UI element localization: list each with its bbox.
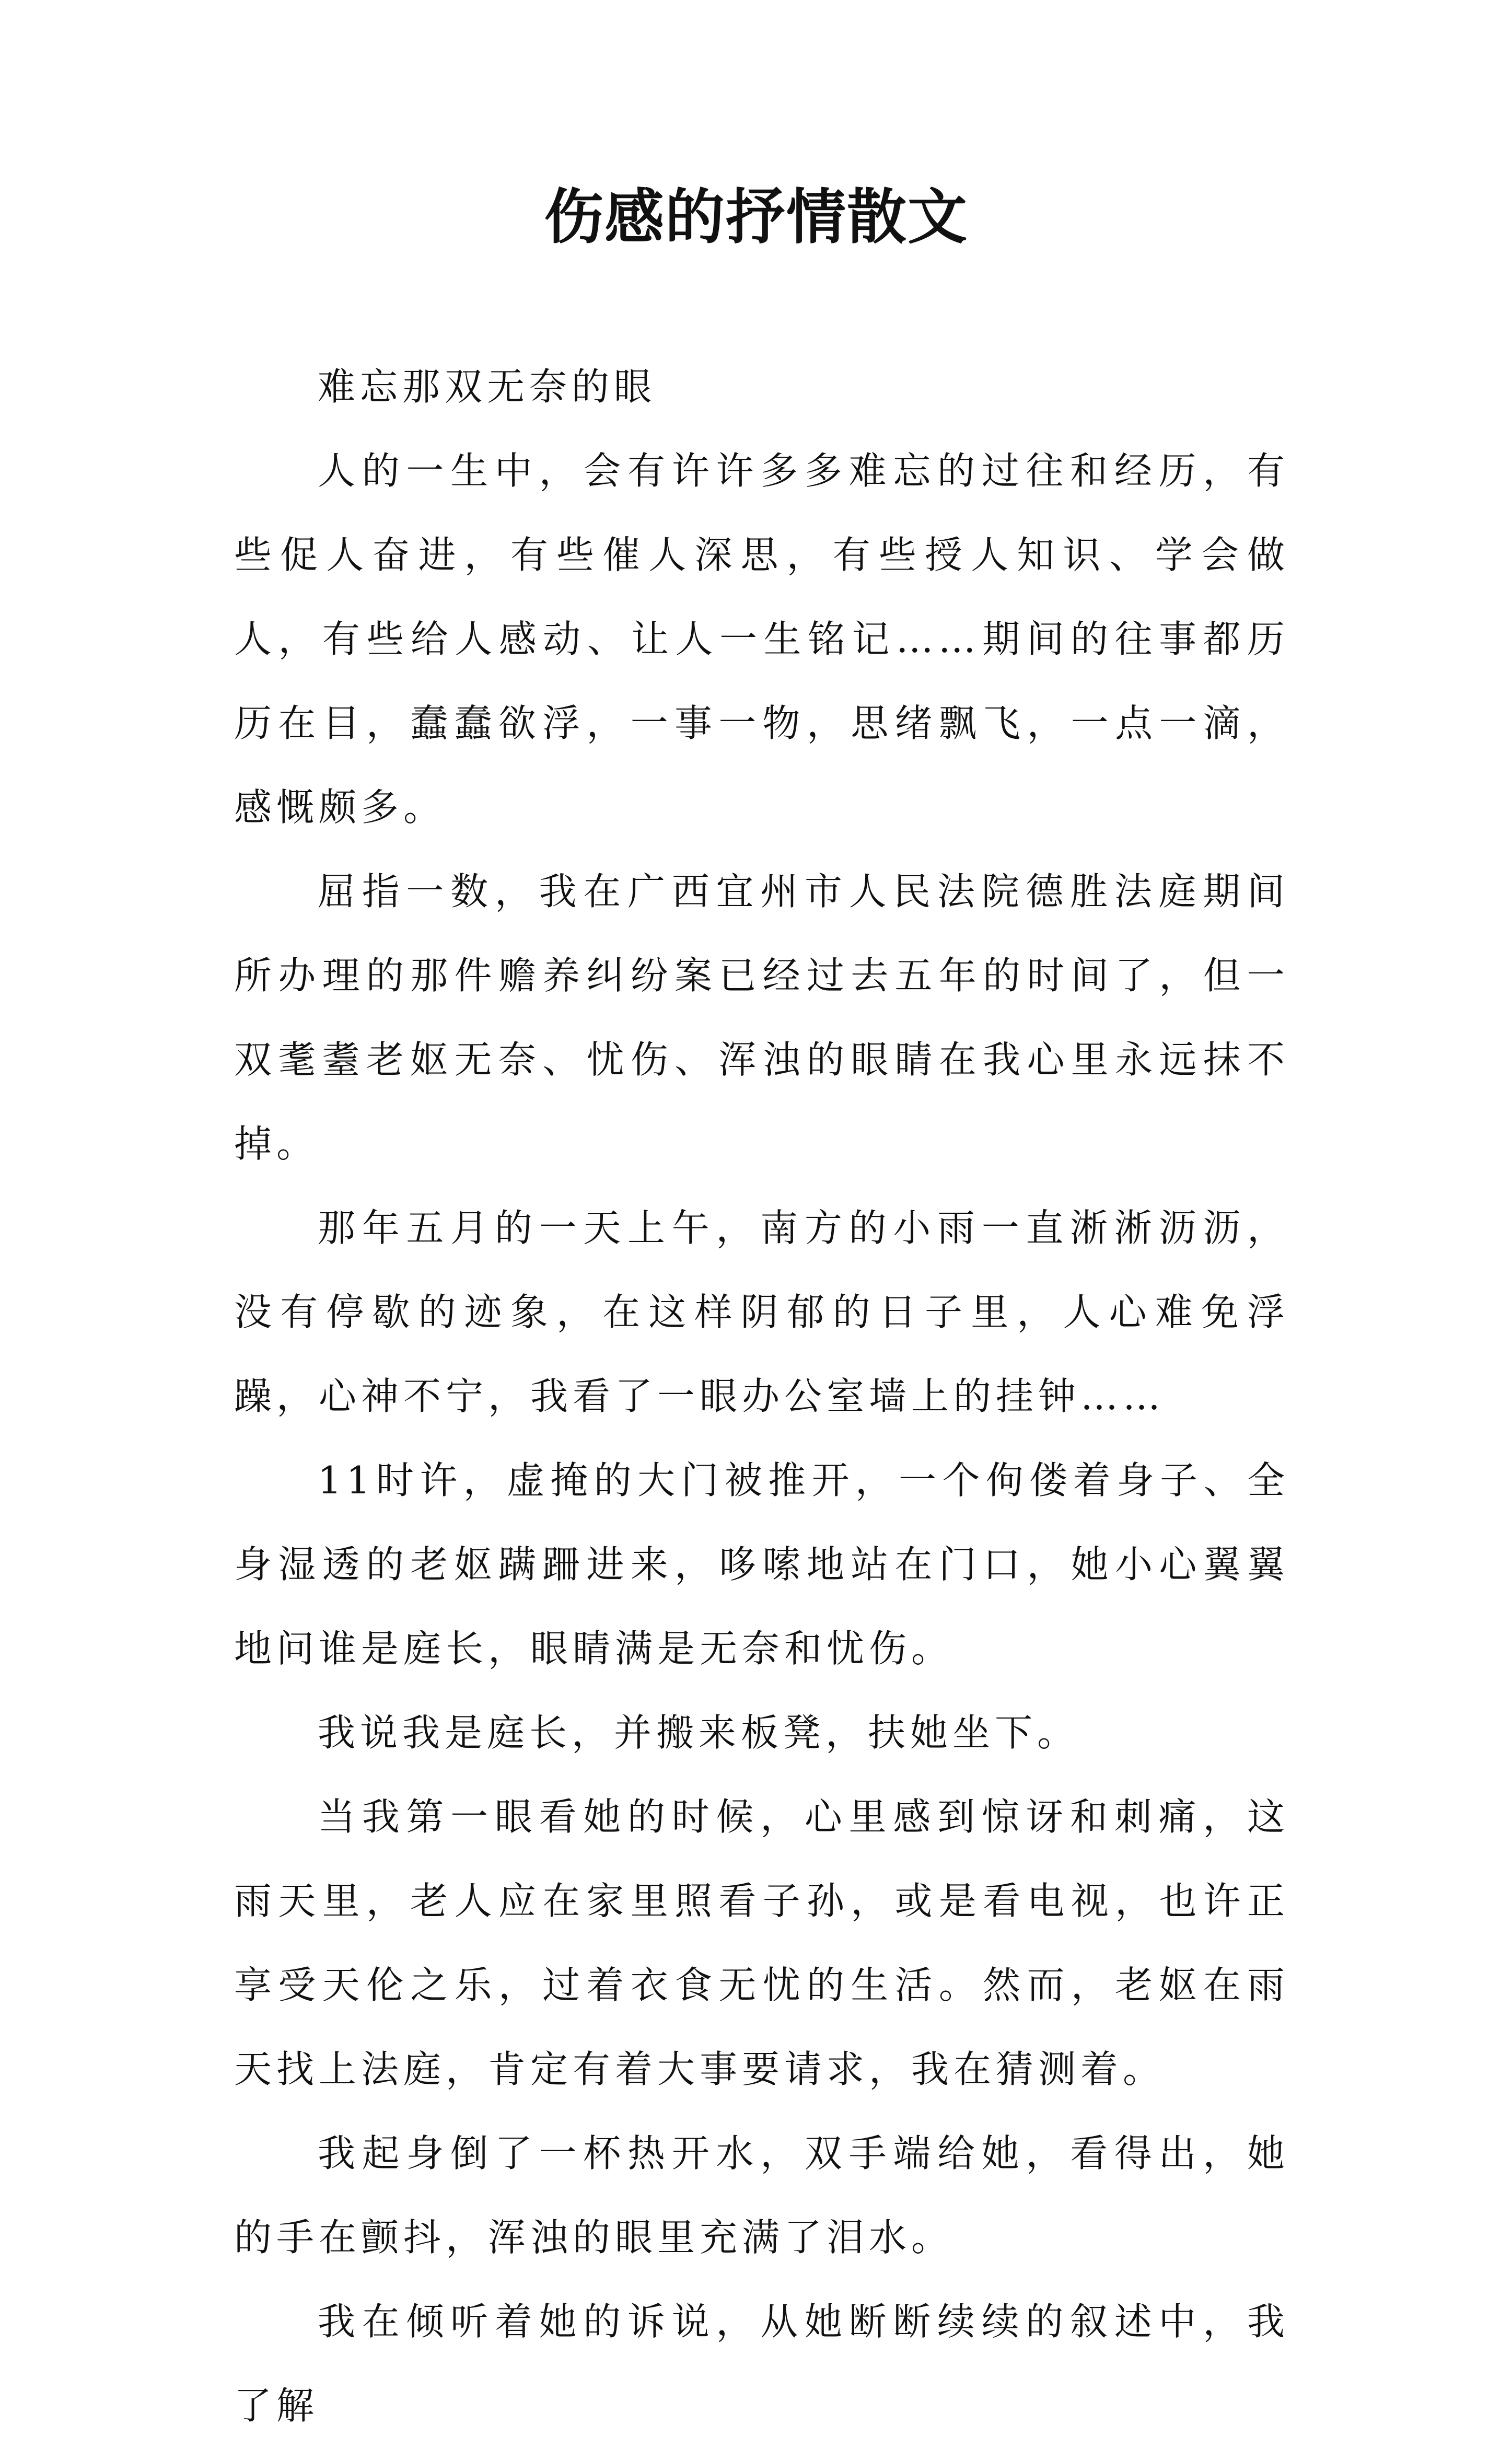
paragraph: 人的一生中，会有许许多多难忘的过往和经历，有些促人奋进，有些催人深思，有些授人知识、学会做人，有些给人感动、让人一生铭记……期间的往事都历历在目，蠢蠢欲浮，一事一物，思绪飘飞，一点一滴，感慨颇多。 bbox=[234, 449, 1289, 829]
paragraph: 我起身倒了一杯热开水，双手端给她，看得出，她的手在颤抖，浑浊的眼里充满了泪水。 bbox=[234, 2131, 1289, 2259]
document-body bbox=[234, 345, 1289, 2448]
section-heading: 难忘那双无奈的眼 bbox=[318, 365, 657, 409]
paragraph: 当我第一眼看她的时候，心里感到惊讶和刺痛，这雨天里，老人应在家里照看子孙，或是看电视，也许正享受天伦之乐，过着衣食无忧的生活。然而，老妪在雨天找上法庭，肯定有着大事要请求，我在猜测着。 bbox=[234, 1795, 1289, 2091]
paragraph: 11时许，虚掩的大门被推开，一个佝偻着身子、全身湿透的老妪蹒跚进来，哆嗦地站在门口，她小心翼翼地问谁是庭长，眼睛满是无奈和忧伤。 bbox=[234, 1458, 1289, 1670]
paragraph: 那年五月的一天上午，南方的小雨一直淅淅沥沥，没有停歇的迹象，在这样阴郁的日子里，人心难免浮躁，心神不宁，我看了一眼办公室墙上的挂钟…… bbox=[234, 1206, 1289, 1418]
paragraph: 我在倾听着她的诉说，从她断断续续的叙述中，我了解 bbox=[234, 2300, 1289, 2428]
paragraph: 屈指一数，我在广西宜州市人民法院德胜法庭期间所办理的那件赡养纠纷案已经过去五年的时间了，但一双耄耋老妪无奈、忧伤、浑浊的眼睛在我心里永远抹不掉。 bbox=[234, 869, 1289, 1166]
document-title: 伤感的抒情散文 bbox=[543, 182, 968, 252]
paragraph: 我说我是庭长，并搬来板凳，扶她坐下。 bbox=[318, 1711, 1080, 1755]
